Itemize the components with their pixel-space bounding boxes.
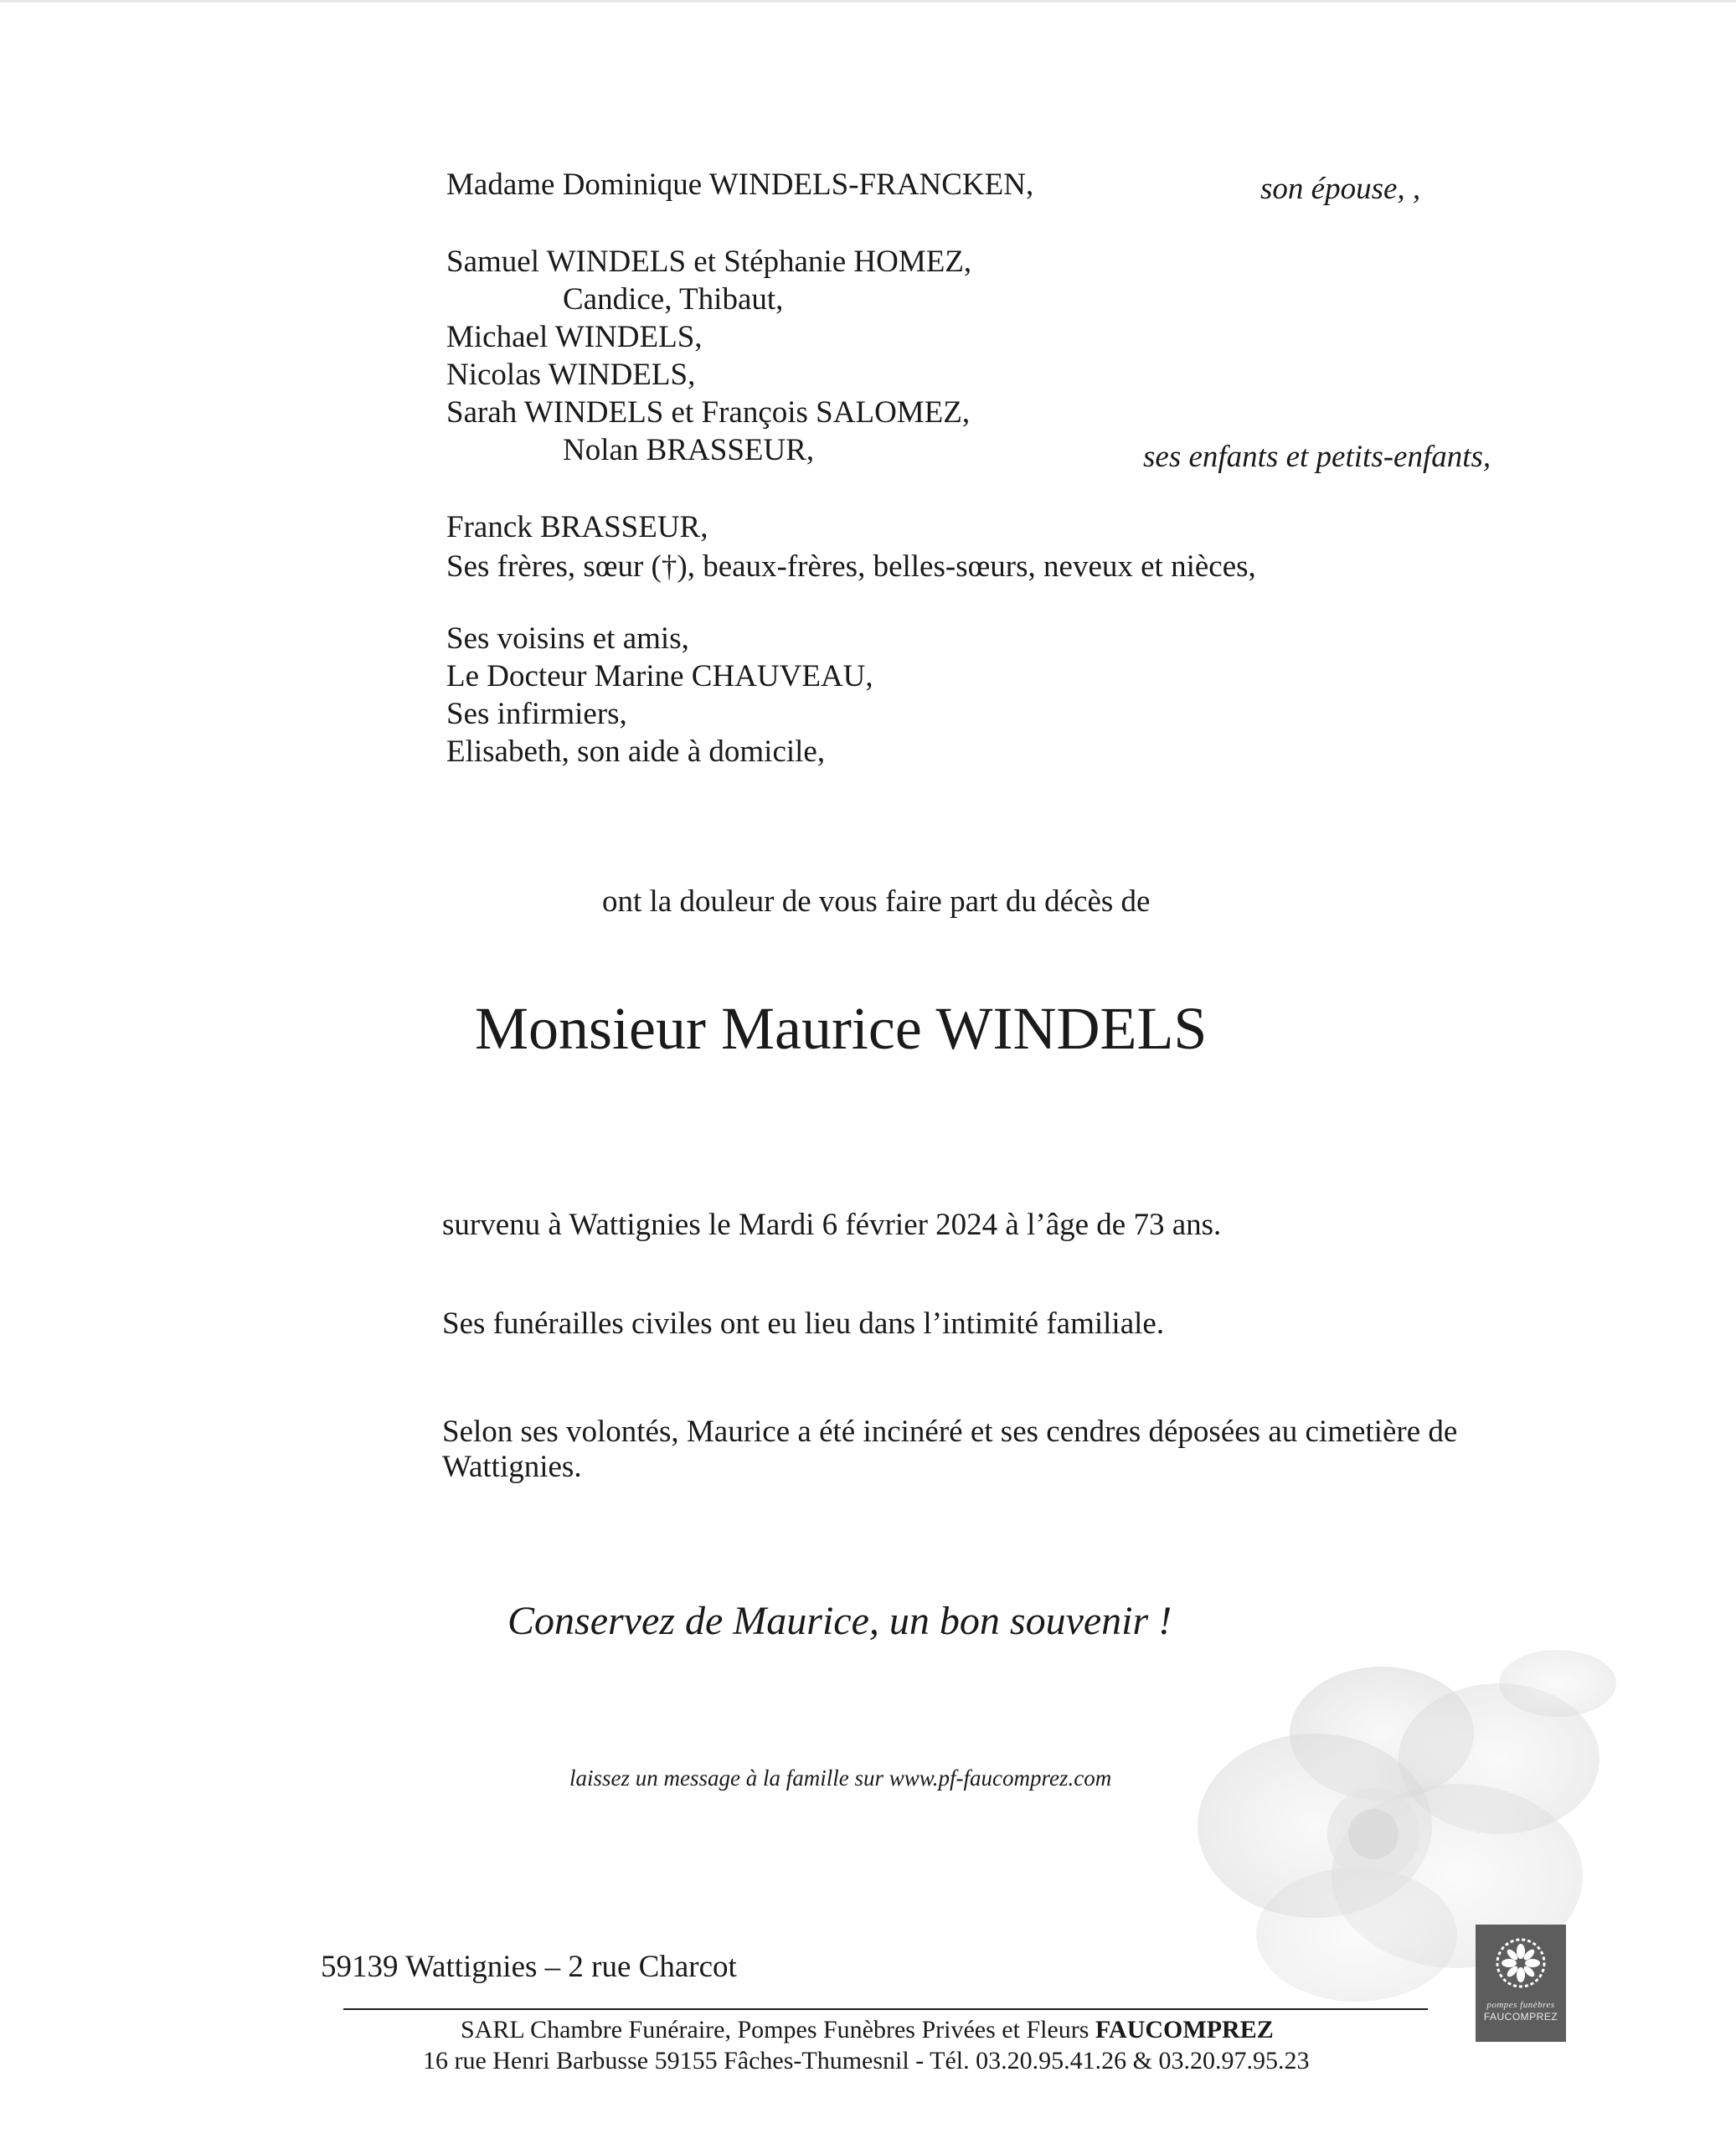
- scan-edge: [0, 0, 1736, 3]
- wishes-line: Wattignies.: [442, 1450, 582, 1484]
- funeral-details: Ses funérailles civiles ont eu lieu dans l’intimité familiale.: [442, 1306, 1165, 1341]
- logo-tagline: pompes funèbres: [1486, 2000, 1555, 2010]
- company-address: 16 rue Henri Barbusse 59155 Fâches-Thumesnil - Tél. 03.20.95.41.26 & 03.20.97.95.23: [423, 2047, 1310, 2074]
- deceased-address: 59139 Wattignies – 2 rue Charcot: [321, 1950, 737, 1984]
- company-logo: [1476, 1925, 1566, 2042]
- other-line: Ses voisins et amis,: [446, 621, 689, 656]
- company-line: [461, 2018, 1274, 2043]
- closing-message: Conservez de Maurice, un bon souvenir !: [507, 1599, 1172, 1643]
- announcement-intro: ont la douleur de vous faire part du décès de: [602, 884, 1151, 919]
- company-name: FAUCOMPREZ: [1095, 2016, 1274, 2044]
- death-details: survenu à Wattignies le Mardi 6 février 2024 à l’âge de 73 ans.: [442, 1208, 1222, 1242]
- spouse-name: Madame Dominique WINDELS-FRANCKEN,: [446, 168, 1034, 202]
- flower-logo-icon: [1494, 1936, 1548, 1990]
- footer-divider: [343, 2008, 1428, 2010]
- child-line: Michael WINDELS,: [446, 320, 703, 354]
- spouse-relation: son épouse, ,: [1260, 172, 1421, 206]
- deceased-name: Monsieur Maurice WINDELS: [475, 995, 1208, 1062]
- child-line: Sarah WINDELS et François SALOMEZ,: [446, 395, 971, 430]
- relative-line: Franck BRASSEUR,: [446, 510, 708, 544]
- child-line: Samuel WINDELS et Stéphanie HOMEZ,: [446, 245, 972, 279]
- logo-caption: [1484, 2000, 1558, 2023]
- other-line: Le Docteur Marine CHAUVEAU,: [446, 659, 873, 693]
- company-description: SARL Chambre Funéraire, Pompes Funèbres Privées et Fleurs: [461, 2016, 1095, 2044]
- children-relation: ses enfants et petits-enfants,: [1143, 440, 1491, 474]
- other-line: Ses infirmiers,: [446, 697, 627, 731]
- wishes-line: Selon ses volontés, Maurice a été incinéré et ses cendres déposées au cimetière de: [442, 1415, 1458, 1449]
- other-line: Elisabeth, son aide à domicile,: [446, 734, 826, 769]
- logo-name: FAUCOMPREZ: [1483, 2011, 1558, 2023]
- message-prompt: laissez un message à la famille sur www.pf-faucomprez.com: [569, 1765, 1112, 1791]
- relative-line: Ses frères, sœur (†), beaux-frères, belles-sœurs, neveux et nièces,: [446, 549, 1256, 584]
- grandchild-line: Candice, Thibaut,: [563, 282, 784, 317]
- grandchild-line: Nolan BRASSEUR,: [563, 433, 815, 467]
- child-line: Nicolas WINDELS,: [446, 358, 696, 392]
